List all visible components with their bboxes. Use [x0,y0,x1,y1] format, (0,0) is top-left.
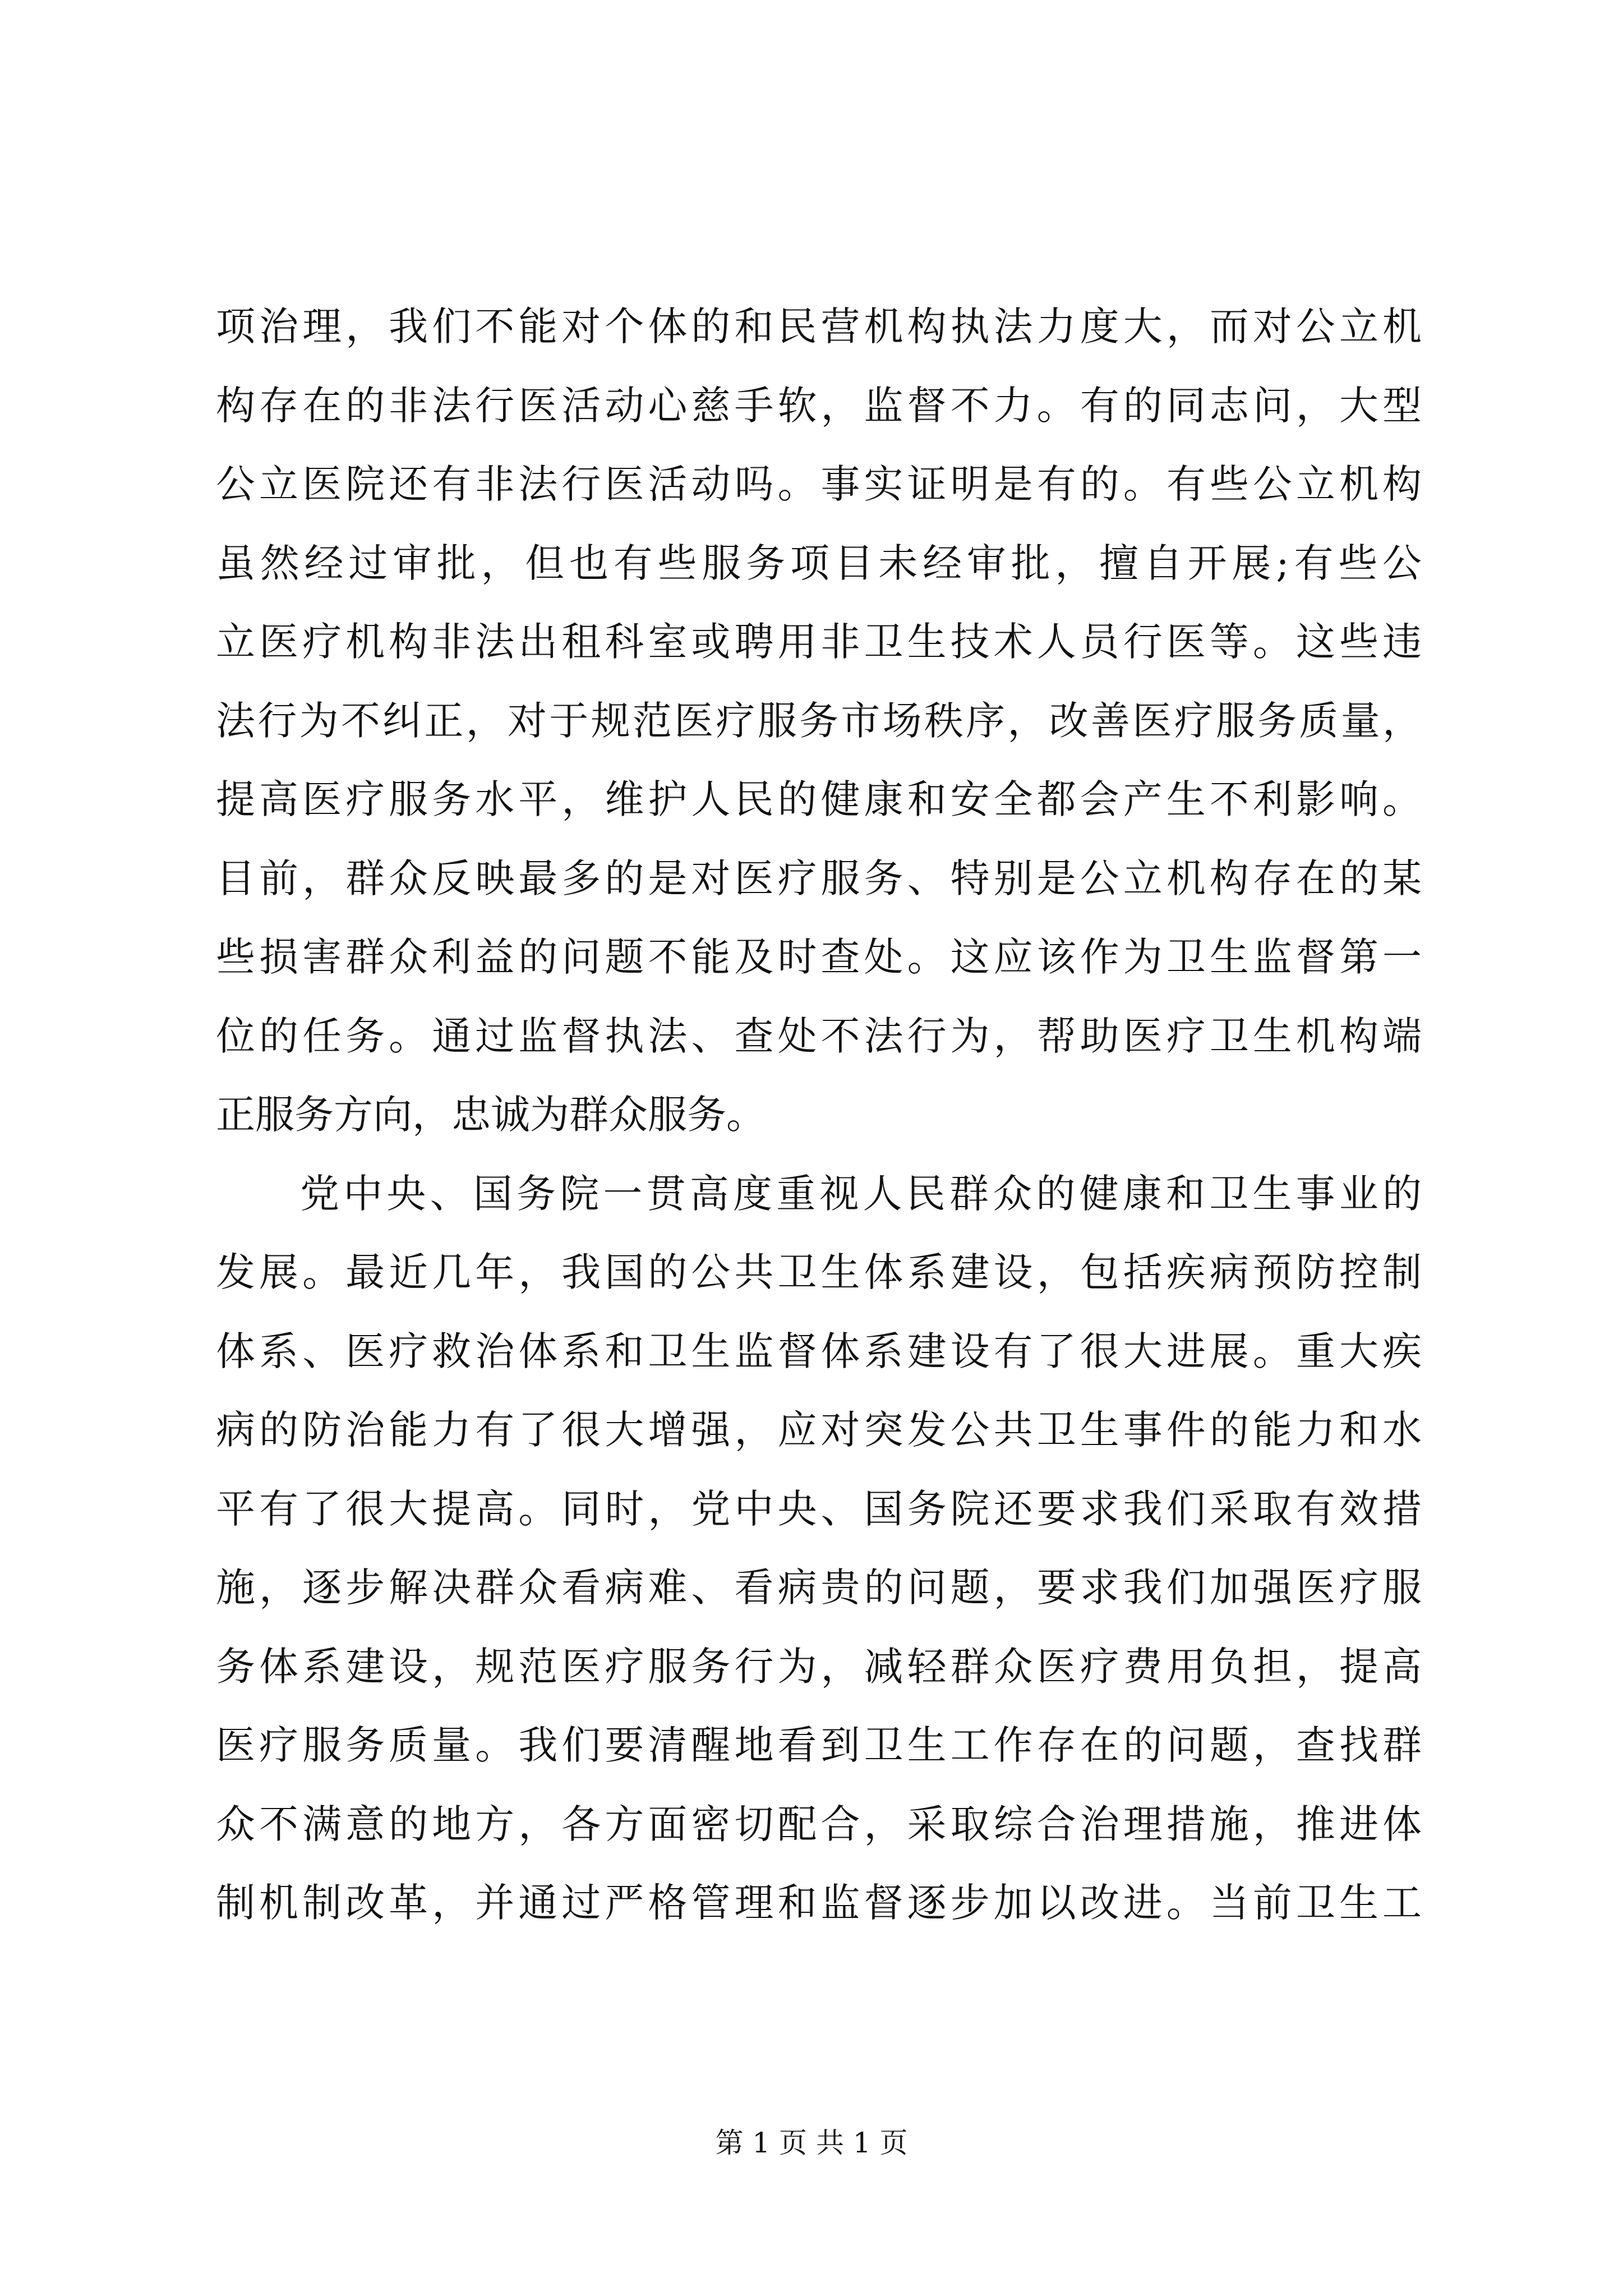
text-line: 医疗服务质量。我们要清醒地看到卫生工作存在的问题，查找群 [216,1722,1422,1768]
text-line: 体系、医疗救治体系和卫生监督体系建设有了很大进展。重大疾 [216,1328,1422,1374]
text-line: 平有了很大提高。同时，党中央、国务院还要求我们采取有效措 [216,1485,1422,1532]
text-line: 众不满意的地方，各方面密切配合，采取综合治理措施，推进体 [216,1801,1422,1847]
page-footer: 第 1 页 共 1 页 [715,2127,908,2159]
text-line: 构存在的非法行医活动心慈手软，监督不力。有的同志问，大型 [216,382,1422,429]
text-line: 项治理，我们不能对个体的和民营机构执法力度大，而对公立机 [216,303,1422,349]
text-line: 法行为不纠正，对于规范医疗服务市场秩序，改善医疗服务质量， [216,697,1422,744]
text-line: 制机制改革，并通过严格管理和监督逐步加以改进。当前卫生工 [216,1880,1422,1926]
text-line: 务体系建设，规范医疗服务行为，减轻群众医疗费用负担，提高 [216,1643,1422,1690]
text-line: 公立医院还有非法行医活动吗。事实证明是有的。有些公立机构 [216,461,1422,507]
body-text [216,287,1422,1943]
text-line: 位的任务。通过监督执法、查处不法行为，帮助医疗卫生机构端 [216,1013,1422,1059]
text-line: 虽然经过审批，但也有些服务项目未经审批，擅自开展;有些公 [216,540,1422,586]
text-line-paragraph-start: 党中央、国务院一贯高度重视人民群众的健康和卫生事业的 [300,1170,1422,1217]
text-line: 提高医疗服务水平，维护人民的健康和安全都会产生不利影响。 [216,776,1422,822]
text-line: 发展。最近几年，我国的公共卫生体系建设，包括疾病预防控制 [216,1249,1422,1295]
text-line: 立医疗机构非法出租科室或聘用非卫生技术人员行医等。这些违 [216,619,1422,665]
text-line: 施，逐步解决群众看病难、看病贵的问题，要求我们加强医疗服 [216,1565,1422,1611]
text-line: 些损害群众利益的问题不能及时查处。这应该作为卫生监督第一 [216,934,1422,980]
text-line: 目前，群众反映最多的是对医疗服务、特别是公立机构存在的某 [216,855,1422,901]
text-line-paragraph-end: 正服务方向，忠诚为群众服务。 [216,1092,766,1138]
text-line: 病的防治能力有了很大增强，应对突发公共卫生事件的能力和水 [216,1407,1422,1453]
